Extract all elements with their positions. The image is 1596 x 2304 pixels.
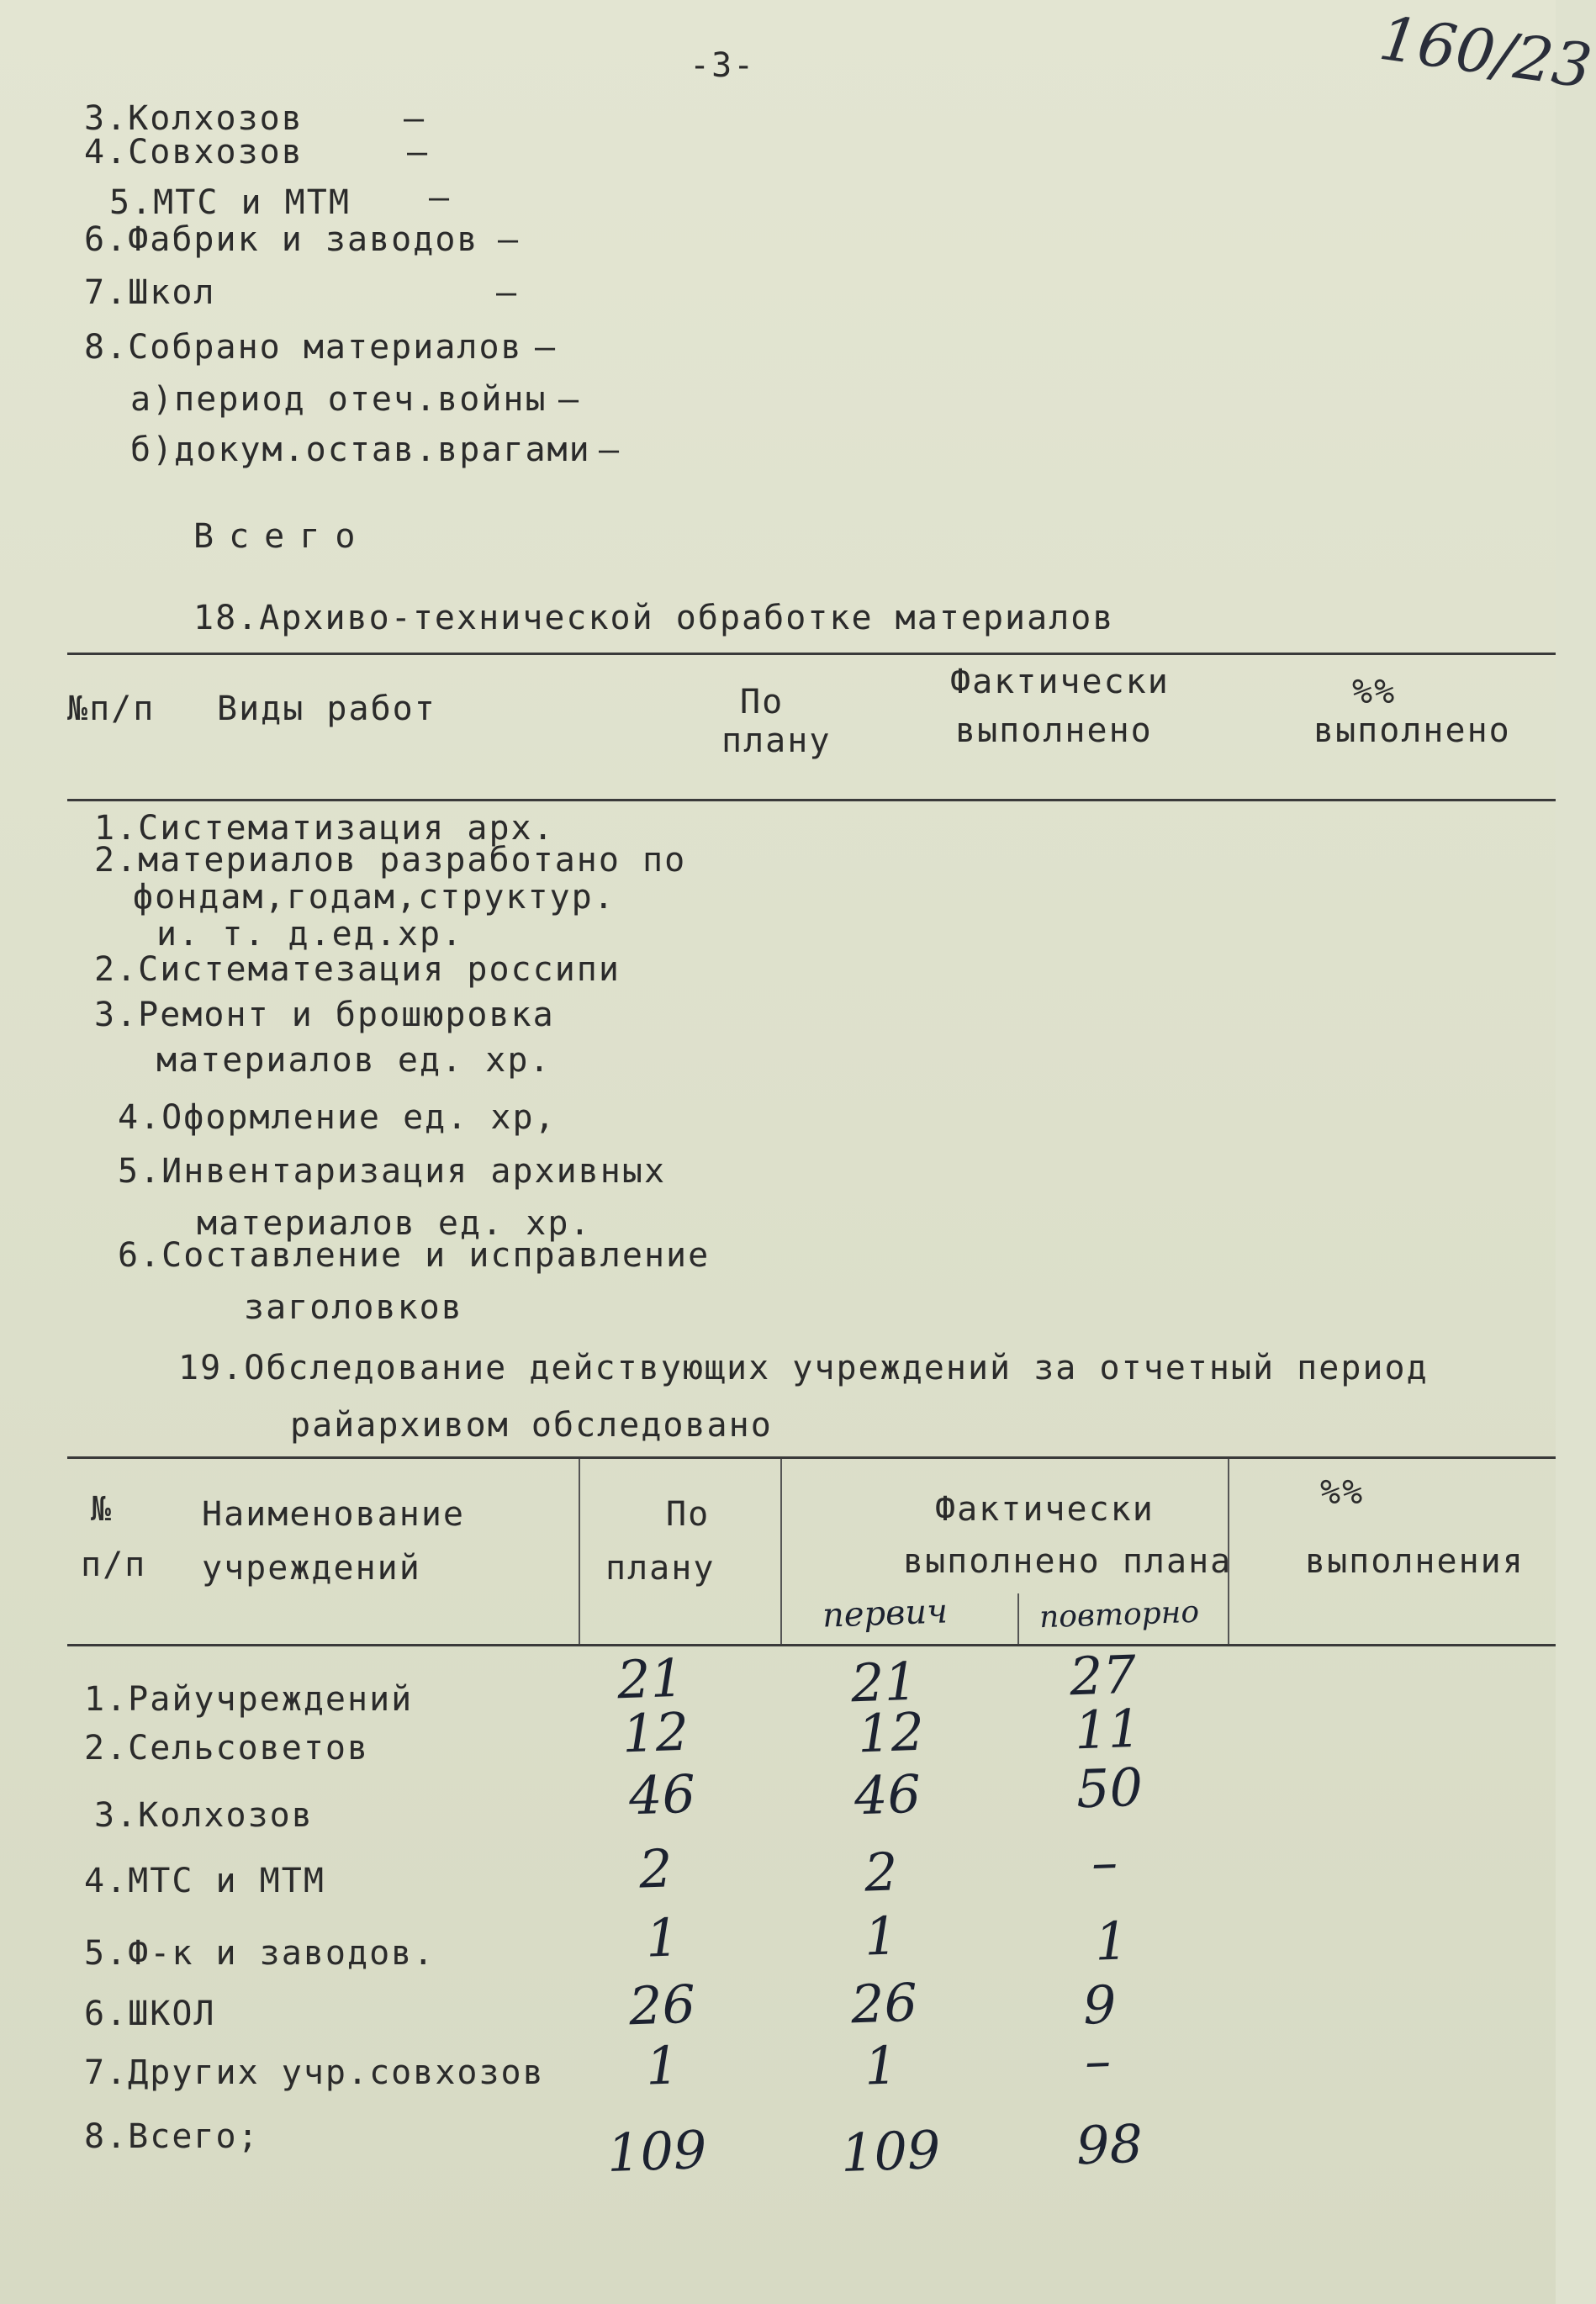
s19-subheader-repeat: повторно (1038, 1594, 1200, 1636)
s18-header-pct: выполнено (1313, 711, 1511, 750)
s18-row: 1.Систематизация арх. (94, 809, 555, 848)
top-list-dash: — (496, 273, 519, 312)
s19-header-fact: выполнено плана (903, 1542, 1233, 1581)
s18-row: 5.Инвентаризация архивных (118, 1152, 667, 1191)
s18-row: фондам,годам,структур. (133, 878, 616, 917)
s19-row-plan: 1 (644, 2034, 680, 2097)
s19-header-name: Наименование (202, 1495, 465, 1534)
section19-header-rule (67, 1644, 1556, 1646)
s19-row-repeat: 1 (1093, 1910, 1129, 1973)
s19-row-plan: 21 (616, 1646, 685, 1711)
s18-row: 2.Систематезация россипи (94, 950, 621, 989)
s19-row-first: 21 (849, 1650, 919, 1715)
s18-row: материалов ед. хр. (156, 1041, 552, 1080)
s19-col-divider (1017, 1593, 1019, 1644)
s19-row-plan: 109 (605, 2118, 708, 2185)
top-list-item: 5.МТС и МТМ (109, 183, 351, 222)
s18-header-plan: По (740, 683, 785, 721)
top-list-dash: — (404, 99, 426, 138)
s18-header-num: №п/п (67, 690, 156, 728)
s19-row-plan: 1 (644, 1906, 680, 1969)
page-number: -3- (690, 46, 756, 85)
section19-subtitle: райархивом обследовано (290, 1406, 773, 1445)
top-list-item: б)докум.остав.врагами (130, 431, 591, 469)
s19-header-num: п/п (81, 1546, 147, 1584)
s19-header-plan: По (666, 1495, 711, 1534)
s18-row: 3.Ремонт и брошюровка (94, 996, 555, 1034)
s19-row-first: 1 (863, 1905, 899, 1968)
section19-title: 19.Обследование действующих учреждений за отчетный период (178, 1349, 1429, 1387)
s19-row-first: 109 (839, 2118, 942, 2185)
top-list-dash: — (558, 380, 581, 419)
s19-subheader-first: первич (822, 1592, 949, 1636)
top-list-dash: — (429, 178, 452, 217)
s19-row-first: 2 (863, 1841, 899, 1904)
section18-header-rule (67, 799, 1556, 801)
s19-row-name: 6.ШКОЛ (84, 1995, 216, 2033)
s18-row: заголовков (244, 1288, 463, 1327)
s19-row-plan: 2 (637, 1837, 674, 1900)
s19-row-repeat: 9 (1081, 1974, 1118, 2037)
top-list-item: 6.Фабрик и заводов (84, 220, 479, 259)
s19-row-first: 12 (856, 1700, 926, 1765)
top-list-dash: — (599, 431, 621, 469)
s19-row-repeat: 11 (1073, 1697, 1143, 1762)
s19-row-repeat: 98 (1075, 2112, 1144, 2177)
s19-row-name: 1.Райучреждений (84, 1680, 414, 1719)
vsego-label: Всего (193, 517, 371, 556)
s19-row-first: 26 (849, 1971, 919, 2036)
top-list-item: а)период отеч.войны (130, 380, 547, 419)
s19-header-num: № (91, 1490, 114, 1529)
s19-row-repeat: – (1083, 2029, 1112, 2092)
s18-header-plan: плану (721, 721, 832, 760)
s19-row-first: 1 (863, 2034, 899, 2097)
section18-top-rule (67, 653, 1556, 655)
s19-row-plan: 26 (627, 1973, 697, 2037)
s18-row: материалов ед. хр. (197, 1204, 592, 1243)
s19-row-name: 5.Ф-к и заводов. (84, 1934, 436, 1973)
s18-header-pct: %% (1352, 673, 1397, 711)
s19-row-name: 8.Всего; (84, 2117, 260, 2156)
s19-row-repeat: 50 (1075, 1756, 1144, 1820)
s19-row-repeat: 27 (1068, 1643, 1138, 1708)
s18-row: 6.Составление и исправление (118, 1236, 711, 1275)
s19-row-name: 4.МТС и МТМ (84, 1862, 325, 1900)
s19-header-pct: выполнения (1305, 1542, 1525, 1581)
s19-header-fact: Фактически (935, 1490, 1155, 1529)
s18-header-fact: выполнено (955, 711, 1153, 750)
s18-header-work: Виды работ (217, 690, 436, 728)
s19-row-name: 2.Сельсоветов (84, 1729, 370, 1768)
s19-row-plan: 46 (627, 1762, 697, 1827)
top-list-dash: — (535, 328, 558, 367)
s19-row-first: 46 (853, 1762, 922, 1827)
section19-top-rule (67, 1456, 1556, 1459)
s18-row: 4.Оформление ед. хр, (118, 1098, 557, 1137)
s18-row: и. т. д.ед.хр. (156, 915, 464, 954)
corner-handwritten-note: 160/23 (1375, 2, 1596, 103)
section18-title: 18.Архиво-технической обработке материалов (193, 599, 1115, 637)
s19-header-name: учреждений (202, 1549, 421, 1588)
s18-header-fact: Фактически (950, 663, 1170, 701)
s19-col-divider (579, 1459, 580, 1644)
s19-row-repeat: – (1090, 1831, 1119, 1894)
top-list-dash: — (407, 133, 430, 172)
s19-row-name: 3.Колхозов (94, 1796, 314, 1835)
top-list-item: 8.Собрано материалов (84, 328, 523, 367)
top-list-item: 4.Совхозов (84, 133, 304, 172)
top-list-dash: — (498, 220, 521, 259)
top-list-item: 7.Школ (84, 273, 216, 312)
s18-row: 2.материалов разработано по (94, 841, 687, 880)
s19-row-plan: 12 (621, 1700, 690, 1765)
s19-header-pct: %% (1320, 1473, 1365, 1512)
s19-row-name: 7.Других учр.совхозов (84, 2053, 545, 2092)
s19-header-plan: плану (605, 1549, 716, 1588)
s19-col-divider (780, 1459, 782, 1644)
top-list-item: 3.Колхозов (84, 99, 304, 138)
